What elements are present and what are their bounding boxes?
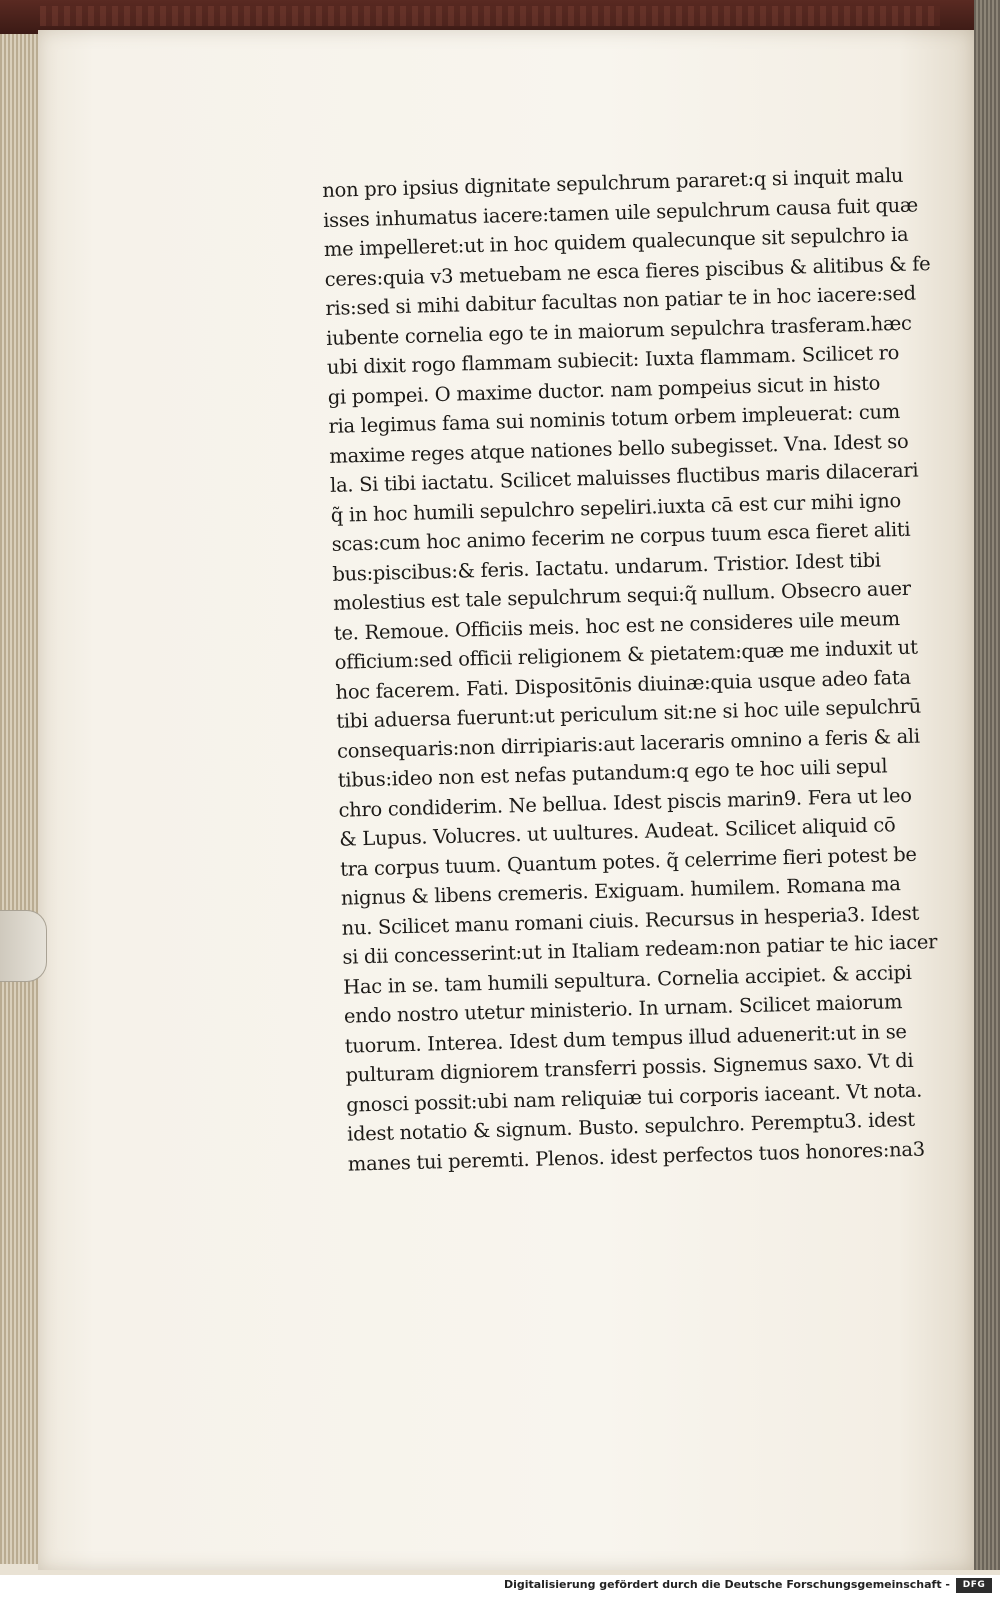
text-line: manes tui peremti. Plenos. idest perfectos tuos honores:na3 (347, 1137, 926, 1176)
text-line: pulturam digniorem transferri possis. Signemus saxo. Vt di (345, 1048, 914, 1087)
text-line: gnosci possit:ubi nam reliquiæ tui corporis iaceant. Vt nota. (346, 1078, 923, 1117)
text-line: me impelleret:ut in hoc quidem qualecunque sit sepulchro ia (323, 222, 909, 261)
text-line: nignus & libens cremeris. Exiguam. humilem. Romana ma (340, 872, 901, 910)
text-line: gi pompei. O maxime ductor. nam pompeius sicut in histo (327, 370, 881, 409)
text-line: nu. Scilicet manu romani ciuis. Recursus in hesperia3. Idest (341, 901, 920, 940)
text-line: hoc facerem. Fati. Dispositōnis diuinæ:quia usque adeo fata (335, 665, 911, 704)
text-line: tuorum. Interea. Idest dum tempus illud aduenerit:ut in se (344, 1019, 907, 1058)
text-line: isses inhumatus iacere:tamen uile sepulchrum causa fuit quæ (322, 192, 919, 232)
text-line: la. Si tibi iactatu. Scilicet maluisses fluctibus maris dilacerari (329, 458, 919, 497)
text-line: consequaris:non dirripiaris:aut laceraris omnino a feris & ali (336, 724, 921, 763)
funding-notice: Digitalisierung gefördert durch die Deutsche Forschungsgemeinschaft - (503, 1578, 950, 1591)
text-line: endo nostro utetur ministerio. In urnam. Scilicet maiorum (343, 990, 903, 1028)
text-line: q̃ in hoc humili sepulchro sepeliri.iuxta cā est cur mihi igno (330, 488, 902, 527)
text-line: Hac in se. tam humili sepultura. Cornelia accipiet. & accipi (342, 960, 912, 999)
text-line: iubente cornelia ego te in maiorum sepulchra trasferam.hæc (325, 311, 912, 350)
text-line: ria legimus fama sui nominis totum orbem impleuerat: cum (328, 399, 901, 438)
text-line: bus:piscibus:& feris. Iactatu. undarum. Tristior. Idest tibi (332, 548, 881, 586)
text-line: si dii concesserint:ut in Italiam redeam:non patiar te hic iacer (342, 930, 938, 969)
text-line: ubi dixit rogo flammam subiecit: Iuxta flammam. Scilicet ro (326, 340, 900, 379)
dfg-logo[interactable]: DFG (956, 1578, 992, 1593)
text-line: ceres:quia v3 metuebam ne esca fieres piscibus & alitibus & fe (324, 251, 931, 291)
commentary-text-block (322, 161, 938, 1186)
text-line: & Lupus. Volucres. ut uultures. Audeat. Scilicet aliquid cō (339, 813, 896, 851)
footer-bar (0, 1575, 1000, 1597)
text-line: te. Remoue. Officiis meis. hoc est ne consideres uile meum (333, 606, 901, 645)
text-line: non pro ipsius dignitate sepulchrum pararet:q si inquit malu (322, 163, 904, 202)
book-cover-top (0, 0, 1000, 34)
bookmark-clip (0, 910, 47, 982)
page-edges-right (974, 0, 1000, 1570)
text-line: scas:cum hoc animo fecerim ne corpus tuum esca fieret aliti (331, 517, 911, 556)
text-line: chro condiderim. Ne bellua. Idest piscis marin9. Fera ut leo (338, 783, 912, 822)
text-line: tibi aduersa fuerunt:ut periculum sit:ne si hoc uile sepulchrū (335, 694, 922, 733)
text-line: officium:sed officii religionem & pietatem:quæ me induxit ut (334, 635, 918, 674)
text-line: tra corpus tuum. Quantum potes. q̃ celerrime fieri potest be (339, 842, 917, 881)
text-line: ris:sed si mihi dabitur facultas non patiar te in hoc iacere:sed (325, 281, 917, 320)
text-line: tibus:ideo non est nefas putandum:q ego te hoc uili sepul (337, 754, 888, 792)
page-edges-left (0, 34, 39, 1564)
text-line: molestius est tale sepulchrum sequi:q̃ nullum. Obsecro auer (332, 576, 911, 615)
text-line: idest notatio & signum. Busto. sepulchro. Peremptu3. idest (346, 1107, 916, 1146)
text-line: maxime reges atque nationes bello subegisset. Vna. Idest so (329, 429, 909, 468)
